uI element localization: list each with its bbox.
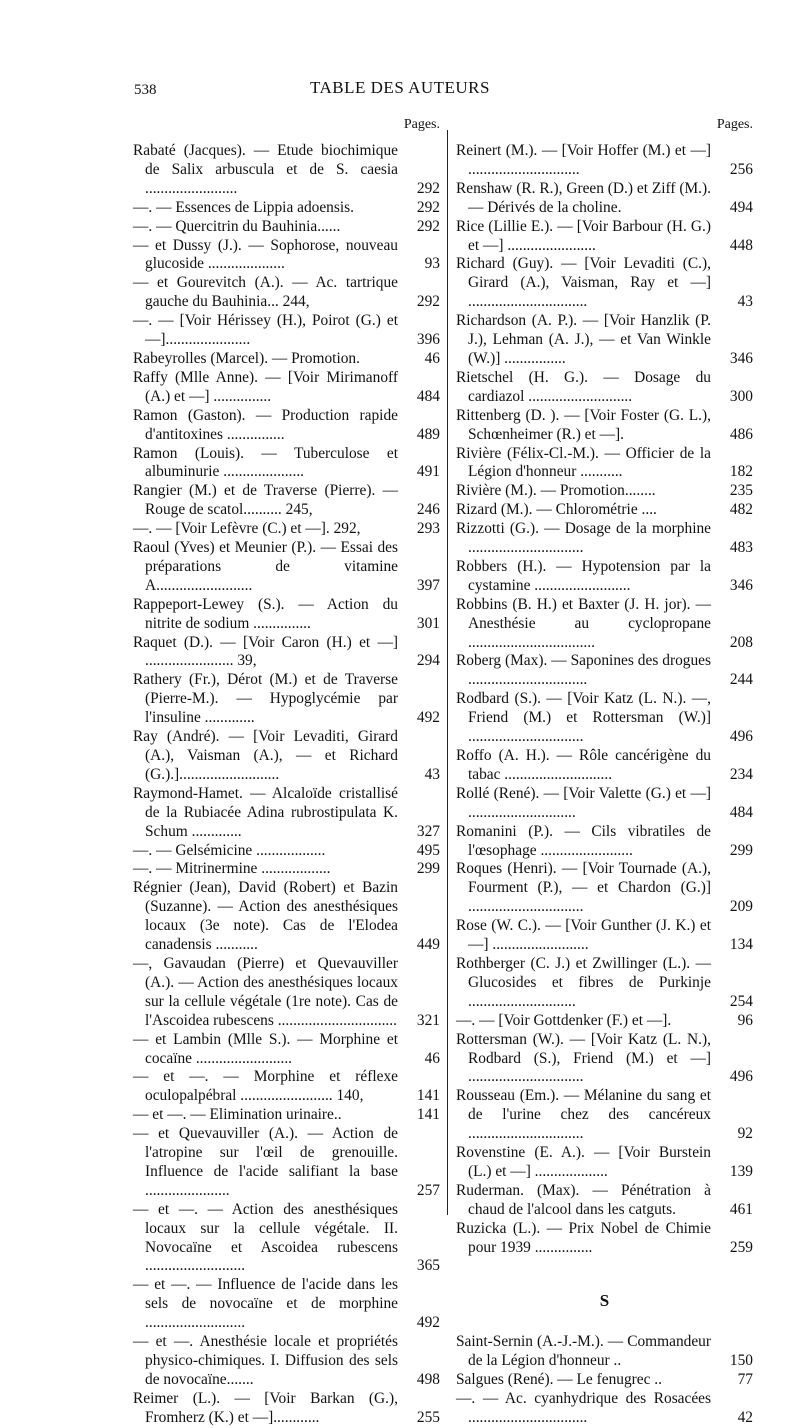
index-entry xyxy=(133,218,440,237)
entry-text: Rizzotti (G.). — Dosage de la morphine .............................. xyxy=(456,520,711,557)
index-entry xyxy=(456,255,753,312)
entry-page-number: 496 xyxy=(729,1068,753,1086)
entry-text: Robbers (H.). — Hypotension par la cystamine ......................... xyxy=(456,557,711,594)
entry-page-number: 346 xyxy=(729,349,753,367)
index-entry xyxy=(133,671,440,728)
entry-text: — et —. — Morphine et réflexe oculopalpébral ........................ 140, xyxy=(133,1068,398,1105)
entry-page-number: 494 xyxy=(729,198,753,216)
running-title: TABLE DES AUTEURS xyxy=(310,78,490,97)
page-header xyxy=(0,78,800,102)
index-entry xyxy=(456,1031,753,1088)
entry-page-number: 396 xyxy=(416,331,440,349)
entry-page-number: 495 xyxy=(416,841,440,859)
index-entry xyxy=(456,520,753,558)
entry-page-number: 491 xyxy=(416,463,440,481)
index-entry xyxy=(133,369,440,407)
entry-text: Reimer (L.). — [Voir Barkan (G.), Fromherz (K.) et —]............ xyxy=(133,1389,398,1426)
entry-page-number: 397 xyxy=(416,576,440,594)
index-entry xyxy=(456,1012,753,1031)
entry-page-number: 449 xyxy=(416,936,440,954)
entry-page-number: 96 xyxy=(737,1011,753,1029)
entry-page-number: 234 xyxy=(729,765,753,783)
entry-text: Rittenberg (D. ). — [Voir Foster (G. L.), Schœnheimer (R.) et —]. xyxy=(456,406,711,443)
index-entry xyxy=(456,823,753,861)
index-entry xyxy=(456,1390,753,1428)
index-entry xyxy=(456,312,753,369)
entry-text: Rathery (Fr.), Dérot (M.) et de Traverse (Pierre-M.). — Hypoglycémie par l'insuline ............. xyxy=(133,671,398,727)
entry-page-number: 321 xyxy=(416,1011,440,1029)
entry-page-number: 492 xyxy=(416,709,440,727)
entry-page-number: 483 xyxy=(729,539,753,557)
entry-text: —. — Mitrinermine .................. xyxy=(133,860,331,878)
entry-page-number: 327 xyxy=(416,822,440,840)
entry-page-number: 43 xyxy=(737,293,753,311)
index-entry xyxy=(133,596,440,634)
entry-text: Rollé (René). — [Voir Valette (G.) et —] ............................ xyxy=(456,784,711,821)
entry-text: Rabeyrolles (Marcel). — Promotion. xyxy=(133,349,360,367)
index-entry xyxy=(456,180,753,218)
entry-text: Rovenstine (E. A.). — [Voir Burstein (L.) et —] ................... xyxy=(456,1144,711,1180)
entry-text: Rottersman (W.). — [Voir Katz (L. N.), Rodbard (S.), Friend (M.) et —] .............................. xyxy=(456,1030,711,1086)
entry-page-number: 486 xyxy=(729,425,753,443)
entry-page-number: 492 xyxy=(416,1314,440,1332)
entry-text: Régnier (Jean), David (Robert) et Bazin (Suzanne). — Action des anesthésiques locaux (3e note). Cas de l'Elodea canadensis ........... xyxy=(133,879,398,954)
index-entry xyxy=(456,690,753,747)
entry-page-number: 292 xyxy=(416,198,440,216)
index-entry xyxy=(133,1390,440,1428)
entry-text: Rabaté (Jacques). — Etude biochimique de Salix arbuscula et de S. caesia ........................ xyxy=(133,142,398,197)
entry-text: Rivière (Félix-Cl.-M.). — Officier de la Légion d'honneur ........... xyxy=(456,444,711,481)
index-entry xyxy=(456,1371,753,1390)
index-entry xyxy=(456,955,753,1012)
entry-text: Richardson (A. P.). — [Voir Hanzlik (P. J.), Lehman (A. J.), — et Van Winkle (W.)] ................ xyxy=(456,312,711,367)
entry-text: — et —. — Elimination urinaire.. xyxy=(133,1106,342,1124)
entry-page-number: 257 xyxy=(416,1181,440,1199)
index-entry xyxy=(456,445,753,483)
entry-page-number: 182 xyxy=(729,463,753,481)
entry-text: Rivière (M.). — Promotion........ xyxy=(456,482,656,500)
entry-text: Salgues (René). — Le fenugrec .. xyxy=(456,1371,662,1389)
entry-page-number: 448 xyxy=(729,236,753,254)
entry-page-number: 484 xyxy=(729,803,753,821)
entry-text: Ramon (Louis). — Tuberculose et albuminurie ..................... xyxy=(133,444,398,481)
index-entry xyxy=(456,785,753,823)
index-entry xyxy=(133,274,440,312)
index-entry xyxy=(456,501,753,520)
entry-page-number: 301 xyxy=(416,614,440,632)
entry-text: Rietschel (H. G.). — Dosage du cardiazol ........................... xyxy=(456,368,711,405)
index-entry xyxy=(456,747,753,785)
entry-text: Raquet (D.). — [Voir Caron (H.) et —] ....................... 39, xyxy=(133,633,398,670)
index-entry xyxy=(456,1333,753,1371)
entry-text: — et —. — Action des anesthésiques locaux sur la cellule végétale. II. Novocaïne et Ascoidea rubescens .......................... xyxy=(133,1200,398,1275)
index-entry xyxy=(133,482,440,520)
index-entry xyxy=(133,199,440,218)
entry-text: —. — [Voir Hérissey (H.), Poirot (G.) et —]...................... xyxy=(133,312,398,349)
index-entry xyxy=(456,218,753,256)
entry-page-number: 93 xyxy=(424,255,440,273)
index-entry xyxy=(456,407,753,445)
section-s-entries xyxy=(456,1333,753,1428)
entry-page-number: 235 xyxy=(729,482,753,500)
section-letter: S xyxy=(599,1291,610,1311)
entry-text: Rose (W. C.). — [Voir Gunther (J. K.) et —] ......................... xyxy=(456,917,711,954)
entry-page-number: 141 xyxy=(416,1087,440,1105)
entry-page-number: 484 xyxy=(416,387,440,405)
right-column xyxy=(456,116,753,1428)
entry-page-number: 254 xyxy=(729,992,753,1010)
index-entry xyxy=(456,1087,753,1144)
entry-page-number: 300 xyxy=(729,387,753,405)
entry-text: Raoul (Yves) et Meunier (P.). — Essai des préparations de vitamine A......................... xyxy=(133,539,398,594)
index-entry xyxy=(456,917,753,955)
entry-text: —. — Ac. cyanhydrique des Rosacées ............................... xyxy=(456,1390,711,1427)
column-divider xyxy=(447,130,448,1215)
left-column xyxy=(133,116,440,1428)
entry-page-number: 294 xyxy=(416,652,440,670)
index-entry xyxy=(133,842,440,861)
entry-text: Rice (Lillie E.). — [Voir Barbour (H. G.) et —] ....................... xyxy=(456,217,711,254)
author-entries xyxy=(133,142,440,1428)
entry-page-number: 92 xyxy=(737,1125,753,1143)
entry-page-number: 292 xyxy=(416,293,440,311)
index-entry xyxy=(133,1201,440,1277)
entry-text: Roffo (A. H.). — Rôle cancérigène du tabac ............................ xyxy=(456,747,711,783)
entry-page-number: 292 xyxy=(416,179,440,197)
entry-page-number: 292 xyxy=(416,217,440,235)
entry-page-number: 150 xyxy=(729,1352,753,1370)
entry-text: Richard (Guy). — [Voir Levaditi (C.), Girard (A.), Vaisman, Ray et —] ............................... xyxy=(456,255,711,311)
index-entry xyxy=(133,728,440,785)
entry-page-number: 46 xyxy=(424,1049,440,1067)
entry-page-number: 259 xyxy=(729,1238,753,1256)
entry-page-number: 496 xyxy=(729,728,753,746)
pages-label: Pages. xyxy=(403,117,440,132)
entry-text: Roberg (Max). — Saponines des drogues ............................... xyxy=(456,652,711,689)
entry-text: Rappeport-Lewey (S.). — Action du nitrite de sodium ............... xyxy=(133,595,398,632)
index-entry xyxy=(133,142,440,199)
entry-text: Ray (André). — [Voir Levaditi, Girard (A.), Vaisman (A.), — et Richard (G.).].......................... xyxy=(133,728,398,783)
entry-text: Rizard (M.). — Chlorométrie .... xyxy=(456,501,657,519)
index-entry xyxy=(456,596,753,653)
index-entry xyxy=(133,785,440,842)
entry-text: Ramon (Gaston). — Production rapide d'antitoxines ............... xyxy=(133,406,398,443)
entry-page-number: 139 xyxy=(729,1162,753,1180)
entry-page-number: 299 xyxy=(416,860,440,878)
entry-text: Renshaw (R. R.), Green (D.) et Ziff (M.). — Dérivés de la choline. xyxy=(456,179,711,216)
entry-text: Raffy (Mlle Anne). — [Voir Mirimanoff (A.) et —] ............... xyxy=(133,368,398,405)
entry-text: Ruderman. (Max). — Pénétration à chaud de l'alcool dans les catguts. xyxy=(456,1181,711,1218)
entry-text: Rousseau (Em.). — Mélanine du sang et de l'urine chez des cancéreux .............................. xyxy=(456,1087,711,1143)
entry-text: —. — Quercitrin du Bauhinia...... xyxy=(133,217,341,235)
index-entry xyxy=(133,1068,440,1106)
entry-text: — et Quevauviller (A.). — Action de l'atropine sur l'œil de grenouille. Influence de l'acide salifiant la base ...................... xyxy=(133,1125,398,1199)
entry-text: Rodbard (S.). — [Voir Katz (L. N.). —, Friend (M.) et Rottersman (W.)] .............................. xyxy=(456,690,711,746)
index-entry xyxy=(133,1031,440,1069)
index-entry xyxy=(133,407,440,445)
index-entry xyxy=(456,369,753,407)
entry-text: Ruzicka (L.). — Prix Nobel de Chimie pour 1939 ............... xyxy=(456,1219,711,1256)
index-entry xyxy=(133,1276,440,1333)
entry-page-number: 42 xyxy=(737,1409,753,1427)
entry-text: —. — [Voir Gottdenker (F.) et —]. xyxy=(456,1011,672,1029)
entry-page-number: 141 xyxy=(416,1106,440,1124)
entry-text: Raymond-Hamet. — Alcaloïde cristallisé de la Rubiacée Adina rubrostipulata K. Schum ............. xyxy=(133,784,398,840)
entry-text: —. — Gelsémicine .................. xyxy=(133,841,326,859)
entry-text: Robbins (B. H.) et Baxter (J. H. jor). — Anesthésie au cyclopropane ................................. xyxy=(456,595,711,651)
index-entry xyxy=(133,520,440,539)
index-entry xyxy=(133,1333,440,1390)
index-entry xyxy=(133,634,440,672)
entry-text: Reinert (M.). — [Voir Hoffer (M.) et —] ............................. xyxy=(456,142,711,178)
index-entry xyxy=(133,955,440,1031)
entry-page-number: 43 xyxy=(424,765,440,783)
index-entry xyxy=(456,482,753,501)
index-entry xyxy=(456,652,753,690)
index-entry xyxy=(456,1182,753,1220)
entry-text: Rangier (M.) et de Traverse (Pierre). — Rouge de scatol.......... 245, xyxy=(133,482,398,519)
index-entry xyxy=(456,1220,753,1258)
entry-page-number: 293 xyxy=(416,520,440,538)
index-entry xyxy=(133,860,440,879)
entry-page-number: 246 xyxy=(416,501,440,519)
page-number: 538 xyxy=(134,82,157,98)
entry-page-number: 482 xyxy=(729,501,753,519)
entry-text: Romanini (P.). — Cils vibratiles de l'œsophage ........................ xyxy=(456,822,711,859)
entry-text: — et Lambin (Mlle S.). — Morphine et cocaïne ......................... xyxy=(133,1030,398,1067)
entry-page-number: 461 xyxy=(729,1200,753,1218)
index-entry xyxy=(133,445,440,483)
index-entry xyxy=(456,142,753,180)
entry-page-number: 256 xyxy=(729,160,753,178)
entry-text: —. — Essences de Lippia adoensis. xyxy=(133,198,354,216)
entry-page-number: 346 xyxy=(729,576,753,594)
index-entry xyxy=(133,237,440,275)
index-entry xyxy=(456,1144,753,1182)
entry-text: — et —. — Influence de l'acide dans les sels de novocaïne et de morphine .......................... xyxy=(133,1276,398,1332)
index-entry xyxy=(133,1106,440,1125)
entry-page-number: 299 xyxy=(729,841,753,859)
entry-page-number: 209 xyxy=(729,898,753,916)
entry-page-number: 208 xyxy=(729,633,753,651)
pages-label: Pages. xyxy=(716,117,753,132)
entry-page-number: 77 xyxy=(737,1371,753,1389)
index-entry xyxy=(133,312,440,350)
entry-text: Saint-Sernin (A.-J.-M.). — Commandeur de la Légion d'honneur .. xyxy=(456,1333,711,1370)
entry-page-number: 244 xyxy=(729,671,753,689)
entry-page-number: 365 xyxy=(416,1257,440,1275)
entry-text: Roques (Henri). — [Voir Tournade (A.), Fourment (P.), — et Chardon (G.)] .............................. xyxy=(456,860,711,916)
index-entry xyxy=(133,879,440,955)
entry-page-number: 134 xyxy=(729,936,753,954)
index-entry xyxy=(133,350,440,369)
entry-page-number: 489 xyxy=(416,425,440,443)
entry-text: Rothberger (C. J.) et Zwillinger (L.). — Glucosides et fibres de Purkinje ............................ xyxy=(456,954,711,1010)
entry-text: —. — [Voir Lefèvre (C.) et —]. 292, xyxy=(133,520,361,538)
entry-text: — et Gourevitch (A.). — Ac. tartrique gauche du Bauhinia... 244, xyxy=(133,274,398,311)
entry-text: —, Gavaudan (Pierre) et Quevauviller (A.). — Action des anesthésiques locaux sur la cellule végétale (1re note). Cas de l'Ascoidea rubescens ............................... xyxy=(133,954,398,1029)
entry-page-number: 498 xyxy=(416,1370,440,1388)
index-entry xyxy=(456,558,753,596)
index-entry xyxy=(133,1125,440,1201)
entry-text: — et Dussy (J.). — Sophorose, nouveau glucoside .................... xyxy=(133,236,398,273)
author-entries xyxy=(456,142,753,1257)
index-entry xyxy=(456,860,753,917)
entry-page-number: 255 xyxy=(416,1408,440,1426)
entry-page-number: 46 xyxy=(424,349,440,367)
index-entry xyxy=(133,539,440,596)
entry-text: — et —. Anesthésie locale et propriétés physico-chimiques. I. Diffusion des sels de novocaïne....... xyxy=(133,1333,398,1388)
